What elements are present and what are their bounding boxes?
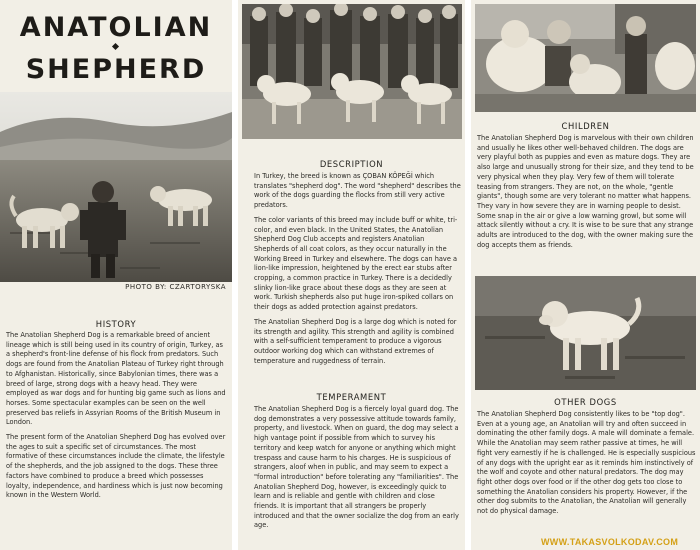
history-body [6,331,226,506]
panel-description [238,0,465,550]
description-paragraph-3: The Anatolian Shepherd Dog is a large dog which is noted for its strength and agility. This strength and agility is combined with a self-sufficient temperament to produce a vigorous outdoor working dog which can withstand extremes of temperature and ruggedness of terrain. [254,317,457,365]
history-paragraph-2: The present form of the Anatolian Shepherd Dog has evolved over the ages to suit a specific set of circumstances. The most formative of these circumstances include the climate, the lifestyle of the shepherds, and the job assigned to the dogs. These three factors have combined to produce a breed which possesses loyalty, independence, and hardiness which is just now becoming known in the Western World. [6,433,226,500]
site-watermark: WWW.TAKASVOLKODAV.COM [541,537,679,547]
children-body [477,134,696,255]
children-paragraph-1: The Anatolian Shepherd Dog is marvelous with their own children and usually he likes other well-behaved children. The dogs are very playful both as puppies and even as mature dogs. They are also large and unusually strong for their size, and they tend to be very physical when they play. Very few of them will tolerate teasing from strangers. They are not, on the whole, "gentle giants", though some are very tolerant no matter what happens. They vary in how severe they are in warning people to desist. Some snap in the air or give a low warning growl, but some will attack silently without a cry. It is wise to be sure that any strange adults are introduced to the dog, with the owner making sure the dog accepts them as friends. [477,134,694,249]
history-heading: HISTORY [95,319,137,329]
title-line-2: SHEPHERD [25,54,207,85]
children-heading: CHILDREN [561,121,610,131]
other-dogs-paragraph-1: The Anatolian Shepherd Dog consistently likes to be "top dog". Even at a young age, an Anatolian will try and often succeed in dominating the other family dogs. A male will dominate a female. While the Anatolian may seem rather passive at times, he will fight very earnestly if he is challenged. He is especially suspicious of any dogs with the upright ear as it reminds him instinctively of the wolf and coyote and other natural predators. The dog may fight other dogs over food or if the other dog gets too close to something the Anatolian considers his property. However, if the other dog submits to the Anatolian, the Anatolian will generally not do physical damage. [477,410,696,516]
description-paragraph-2: The color variants of this breed may include buff or white, tri-color, and even black. In the United States, the Anatolian Shepherd Dog Club accepts and registers Anatolian Shepherds of all coat colors, as they occur naturally in the Working Breed in Turkey and elsewhere. The dogs can have a lion-like impression, heightened by the erect ear stubs after cropping, a common practice in Turkey. There is a decidedly slinky lion-like grace about these dogs as they are seen at work. Turkish shepherds also put huge iron-spiked collars on their dogs as added protection against predators. [254,215,458,312]
dog-in-field-photo [475,276,696,390]
temperament-heading: TEMPERAMENT [316,392,387,402]
shepherd-with-dogs-photo [0,92,232,282]
temperament-paragraph-1: The Anatolian Shepherd Dog is a fiercely loyal guard dog. The dog demonstrates a very possessive attitude towards family, property, and livestock. When on guard, the dog may select a high vantage point if possible from which to survey his territory and keep watch for anyone or anything which might trespass and cause harm to his charges. He is suspicious of strangers, aloof when in public, and may seem to expect a "formal introduction" before tolerating any "familiarities". The Anatolian Shepherd Dog, however, is exceedingly quick to learn and is reliable and gentle with children and close friends. It is important that all strangers be properly introduced and that the owner socialize the dog from an early age. [254,405,459,530]
title-ornament [112,43,119,50]
panel-children [471,0,700,550]
temperament-body [254,405,461,536]
other-dogs-body [477,410,696,522]
description-body [254,172,461,371]
children-with-dogs-photo [475,4,696,112]
photo-credit: PHOTO BY: CZARTORYSKA [125,283,226,291]
group-with-dogs-photo [242,4,462,139]
other-dogs-heading: OTHER DOGS [554,397,617,407]
description-paragraph-1: In Turkey, the breed is known as ÇOBAN KÖPEĞİ which translates "shepherd dog". The word "shepherd" describes the work of the dogs guarding the flocks from still very active predators. [254,172,461,210]
panel-history [0,0,232,550]
description-heading: DESCRIPTION [319,159,384,169]
title-line-1: ANATOLIAN [19,12,213,43]
history-paragraph-1: The Anatolian Shepherd Dog is a remarkable breed of ancient lineage which is still being used in its country of origin, Turkey, as a shepherd's front-line defense of his flock from predators. Such dogs are found from the Anatolian Plateau of Turkey right through to Afghanistan. Historically, since Babylonian times, there was a breed of large, strong dogs with a heavy head. They were employed as war dogs and for hunting big game such as lions and horses. Some spectacular examples can be seen on the well preserved bas reliefs in Assyrian Rooms of the British Museum in London. [6,331,226,427]
